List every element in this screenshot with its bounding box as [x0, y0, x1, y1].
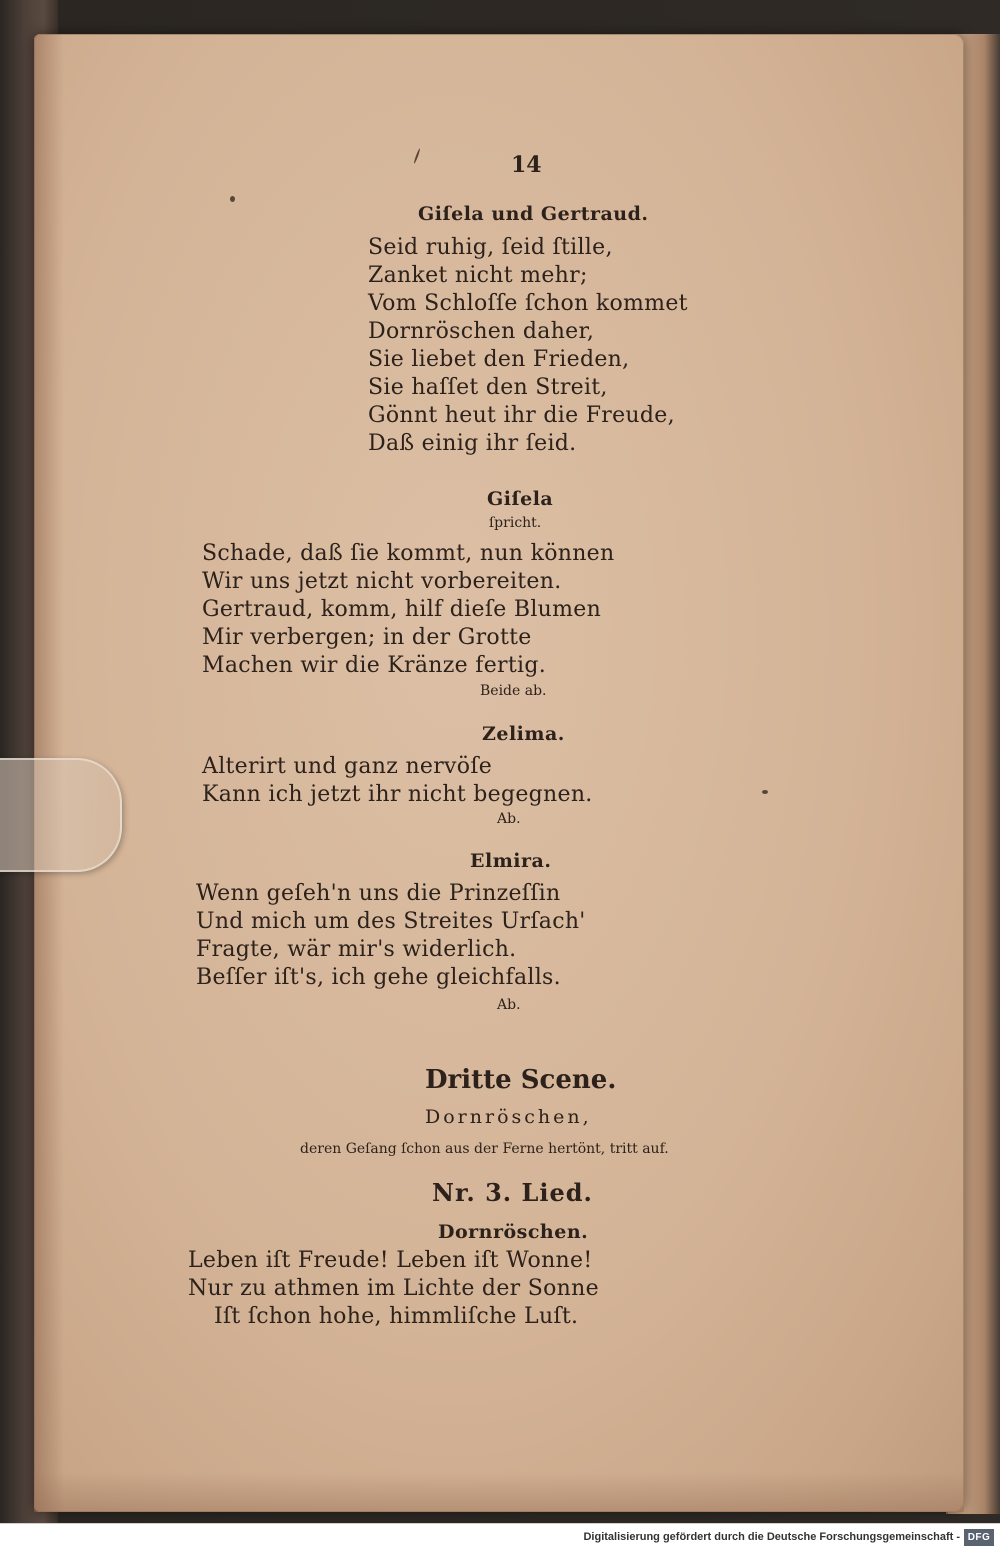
funding-notice: Digitalisierung gefördert durch die Deutsche Forschungsgemeinschaft - [583, 1531, 960, 1543]
verse-line: Alterirt und ganz nervöſe [202, 754, 493, 779]
dfg-logo: DFG [964, 1529, 994, 1546]
verse-line: Wir uns jetzt nicht vorbereiten. [202, 569, 562, 594]
song-heading: Nr. 3. Lied. [432, 1178, 593, 1207]
verse-line: Vom Schloſſe ſchon kommet [368, 291, 688, 316]
footer-bar [0, 1523, 1000, 1552]
verse-line: Daß einig ihr ſeid. [368, 431, 577, 456]
verse-line: Sie liebet den Frieden, [368, 347, 630, 372]
verse-line: Zanket nicht mehr; [368, 263, 588, 288]
verse-line: Leben iſt Freude! Leben iſt Wonne! [188, 1248, 593, 1273]
stage-direction: ſpricht. [489, 515, 542, 531]
verse-line: Gönnt heut ihr die Freude, [368, 403, 675, 428]
verse-line: Beſſer iſt's, ich gehe gleichfalls. [196, 965, 561, 990]
stage-exit: Ab. [497, 997, 521, 1013]
speaker-heading: Giſela und Gertraud. [418, 203, 649, 225]
verse-line: Iſt ſchon hohe, himmliſche Luſt. [214, 1304, 579, 1329]
verse-line: Schade, daß ſie kommt, nun können [202, 541, 615, 566]
ink-speck [762, 790, 768, 794]
verse-line: Dornröschen daher, [368, 319, 595, 344]
page-fold-tab [0, 758, 122, 872]
speaker-heading: Elmira. [470, 850, 552, 872]
scene-character: Dornröschen, [425, 1106, 592, 1128]
page-number: 14 [511, 152, 542, 178]
scene-heading: Dritte Scene. [425, 1065, 617, 1095]
verse-line: Sie haſſet den Streit, [368, 375, 608, 400]
verse-line: Mir verbergen; in der Grotte [202, 625, 532, 650]
speaker-heading: Giſela [487, 488, 554, 510]
verse-line: Kann ich jetzt ihr nicht begegnen. [202, 782, 593, 807]
scene-direction: deren Geſang ſchon aus der Ferne hertönt, tritt auf. [300, 1141, 669, 1157]
stage-exit: Beide ab. [480, 683, 547, 699]
stage-exit: Ab. [497, 811, 521, 827]
speaker-heading: Dornröschen. [438, 1221, 589, 1243]
verse-line: Gertraud, komm, hilf dieſe Blumen [202, 597, 602, 622]
ink-speck [230, 196, 235, 202]
verse-line: Wenn geſeh'n uns die Prinzeſſin [196, 881, 561, 906]
verse-line: Seid ruhig, ſeid ſtille, [368, 235, 613, 260]
verse-line: Machen wir die Kränze fertig. [202, 653, 546, 678]
speaker-heading: Zelima. [482, 723, 565, 745]
verse-line: Und mich um des Streites Urſach' [196, 909, 586, 934]
verse-line: Fragte, wär mir's widerlich. [196, 937, 517, 962]
verse-line: Nur zu athmen im Lichte der Sonne [188, 1276, 599, 1301]
